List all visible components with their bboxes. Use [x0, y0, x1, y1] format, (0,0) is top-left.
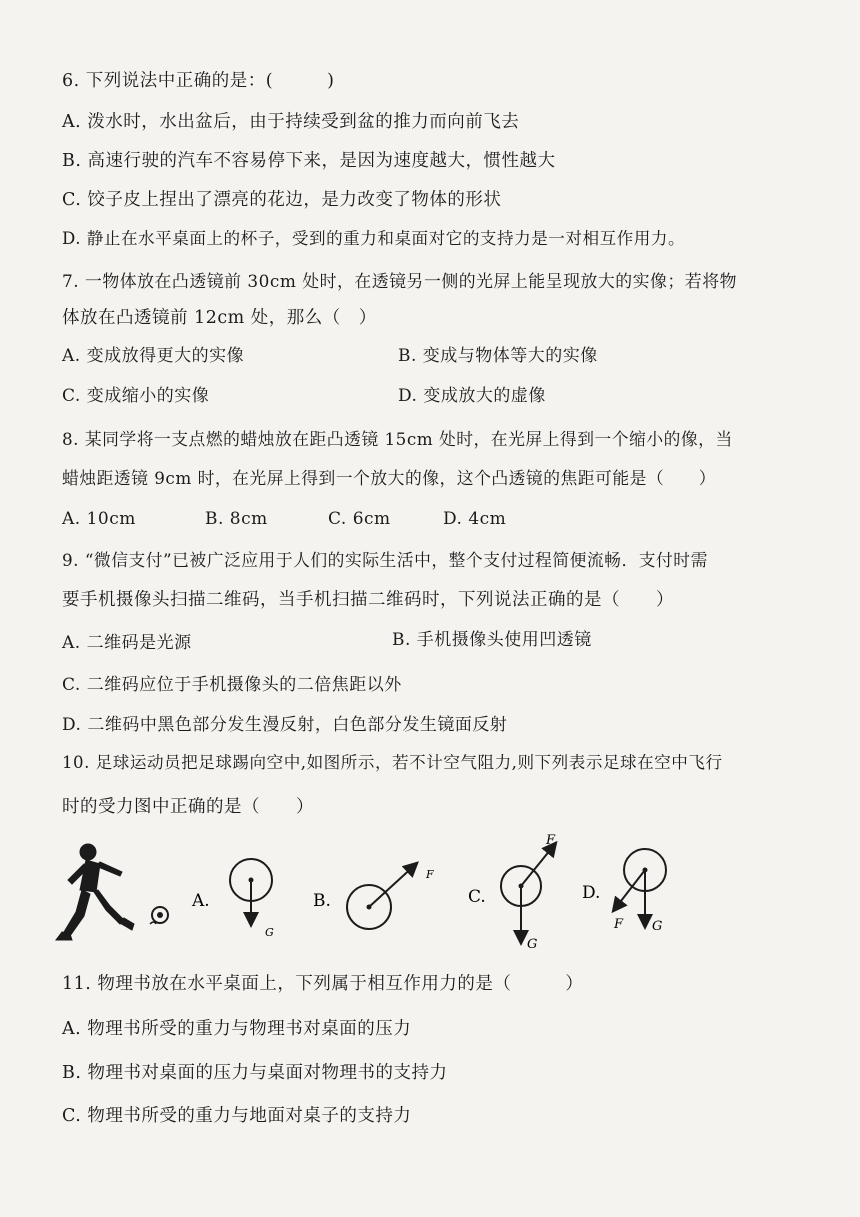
- soccer-ball-illustration: [150, 907, 168, 924]
- q8-option-a: A. 10cm: [62, 509, 136, 529]
- option-d-label: D.: [582, 883, 601, 903]
- option-a-label: A.: [192, 891, 210, 911]
- diagram-d-g-label: G: [652, 919, 663, 934]
- q8-option-c: C. 6cm: [328, 509, 391, 529]
- q11-option-b: B. 物理书对桌面的压力与桌面对物理书的支持力: [62, 1063, 448, 1083]
- q9-stem-line1: 9. “微信支付”已被广泛应用于人们的实际生活中，整个支付过程简便流畅．支付时需: [62, 550, 708, 570]
- q9-stem-line2: 要手机摄像头扫描二维码，当手机扫描二维码时，下列说法正确的是（ ）: [62, 590, 674, 610]
- soccer-player-illustration: [56, 844, 134, 940]
- q7-option-c: C. 变成缩小的实像: [62, 386, 210, 406]
- q8-stem-line2: 蜡烛距透镜 9cm 时，在光屏上得到一个放大的像，这个凸透镜的焦距可能是（ ）: [62, 468, 717, 488]
- q7-stem-line1: 7. 一物体放在凸透镜前 30cm 处时，在透镜另一侧的光屏上能呈现放大的实像；若将物: [62, 271, 737, 291]
- diagram-b-f-label: F: [426, 868, 434, 881]
- q11-option-a: A. 物理书所受的重力与物理书对桌面的压力: [62, 1019, 412, 1039]
- q7-option-d: D. 变成放大的虚像: [398, 386, 546, 406]
- q7-stem-line2: 体放在凸透镜前 12cm 处，那么（ ）: [62, 308, 377, 328]
- diagram-a-g-label: G: [265, 926, 274, 939]
- diagram-d: [613, 849, 666, 934]
- diagram-d-f-label: F: [614, 917, 624, 932]
- q8-option-b: B. 8cm: [205, 509, 268, 529]
- q10-force-diagram-figure: [0, 820, 860, 970]
- q7-option-b: B. 变成与物体等大的实像: [398, 346, 598, 366]
- q9-option-a: A. 二维码是光源: [62, 633, 192, 653]
- diagram-b: [347, 864, 434, 929]
- q6-option-b: B. 高速行驶的汽车不容易停下来，是因为速度越大，惯性越大: [62, 151, 556, 171]
- q11-option-c: C. 物理书所受的重力与地面对桌子的支持力: [62, 1106, 412, 1126]
- q8-option-d: D. 4cm: [443, 509, 507, 529]
- q11-stem: 11. 物理书放在水平桌面上，下列属于相互作用力的是（ ）: [62, 974, 584, 994]
- q6-option-c: C. 饺子皮上捏出了漂亮的花边，是力改变了物体的形状: [62, 190, 502, 210]
- q10-stem-line1: 10. 足球运动员把足球踢向空中,如图所示，若不计空气阻力,则下列表示足球在空中飞行: [62, 753, 723, 772]
- q7-option-a: A. 变成放得更大的实像: [62, 346, 245, 366]
- q9-option-d: D. 二维码中黑色部分发生漫反射，白色部分发生镜面反射: [62, 715, 508, 735]
- q6-option-d: D. 静止在水平桌面上的杯子，受到的重力和桌面对它的支持力是一对相互作用力。: [62, 229, 686, 248]
- q6-option-a: A. 泼水时，水出盆后，由于持续受到盆的推力而向前飞去: [62, 112, 520, 132]
- q6-stem: 6. 下列说法中正确的是：( ): [62, 71, 335, 91]
- q10-stem-line2: 时的受力图中正确的是（ ）: [62, 797, 314, 817]
- diagram-c-g-label: G: [527, 937, 538, 952]
- q9-option-c: C. 二维码应位于手机摄像头的二倍焦距以外: [62, 675, 402, 695]
- diagram-a: [230, 859, 274, 939]
- diagram-c: [501, 833, 556, 952]
- q8-stem-line1: 8. 某同学将一支点燃的蜡烛放在距凸透镜 15cm 处时，在光屏上得到一个缩小的像，当: [62, 429, 733, 449]
- q9-option-b: B. 手机摄像头使用凹透镜: [392, 630, 592, 650]
- diagram-c-f-label: F: [546, 833, 556, 848]
- option-c-label: C.: [468, 887, 486, 907]
- option-b-label: B.: [313, 891, 331, 911]
